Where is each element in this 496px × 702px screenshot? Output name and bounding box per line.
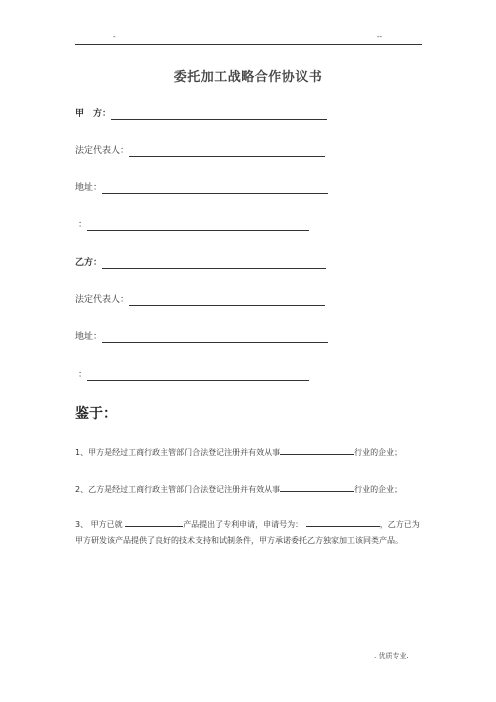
- party-a-address-blank[interactable]: [102, 183, 328, 194]
- whereas-heading: 鉴于：: [75, 406, 117, 422]
- header-right-mark: --: [377, 33, 383, 41]
- party-a-extra-field: [78, 217, 309, 231]
- party-b-extra-label: ：: [78, 370, 88, 380]
- clause-3: [75, 517, 423, 549]
- party-b-rep-blank[interactable]: [129, 295, 325, 306]
- clause-3-text-a: 3、 甲方已就: [75, 520, 123, 529]
- document-title: 委托加工战略合作协议书: [173, 70, 323, 85]
- clause-1: [75, 445, 423, 459]
- party-a-extra-blank[interactable]: [87, 220, 309, 231]
- party-b-extra-blank[interactable]: [87, 370, 309, 381]
- party-b-label: 乙方：: [75, 258, 103, 268]
- party-b-address-label: 地址：: [75, 332, 103, 342]
- party-b-name-field: [75, 255, 326, 269]
- clause-3-text-b: 产品提出了专利申请，申请号为：: [183, 520, 304, 529]
- clause-2-industry-blank[interactable]: [280, 482, 354, 492]
- clause-2-text: 2、乙方是经过工商行政主管部门合法登记注册并有效从事: [75, 485, 281, 494]
- clause-2-tail: 行业的企业；: [354, 485, 403, 494]
- clause-3-product-blank[interactable]: [125, 517, 183, 527]
- party-a-address-field: [75, 180, 328, 194]
- party-a-rep-field: [75, 143, 325, 157]
- clause-1-tail: 行业的企业；: [354, 448, 403, 457]
- party-a-rep-blank[interactable]: [129, 146, 325, 157]
- party-a-rep-label: 法定代表人：: [75, 146, 130, 156]
- party-a-label: 甲 方：: [75, 109, 112, 119]
- party-b-rep-label: 法定代表人：: [75, 295, 130, 305]
- party-a-name-field: [75, 106, 327, 120]
- party-a-extra-label: ：: [78, 220, 88, 230]
- party-b-address-field: [75, 329, 328, 343]
- party-b-name-blank[interactable]: [102, 258, 326, 269]
- header-rule: [75, 44, 422, 45]
- header-left-mark: -: [113, 33, 116, 41]
- clause-3-text-c: ，乙方已为甲方研发该产品提供了良好的技术支持和试制条件，甲方承诺委托乙方独家加工该同类产品。: [75, 520, 420, 545]
- clause-2: [75, 482, 423, 496]
- party-b-address-blank[interactable]: [102, 332, 328, 343]
- party-b-rep-field: [75, 292, 325, 306]
- party-b-extra-field: [78, 367, 309, 381]
- party-a-address-label: 地址：: [75, 183, 103, 193]
- footer-note: . 优质专业.: [374, 652, 409, 660]
- clause-1-text: 1、甲方是经过工商行政主管部门合法登记注册并有效从事: [75, 448, 281, 457]
- clause-3-application-no-blank[interactable]: [306, 517, 380, 527]
- clause-1-industry-blank[interactable]: [280, 445, 354, 455]
- party-a-name-blank[interactable]: [111, 109, 327, 120]
